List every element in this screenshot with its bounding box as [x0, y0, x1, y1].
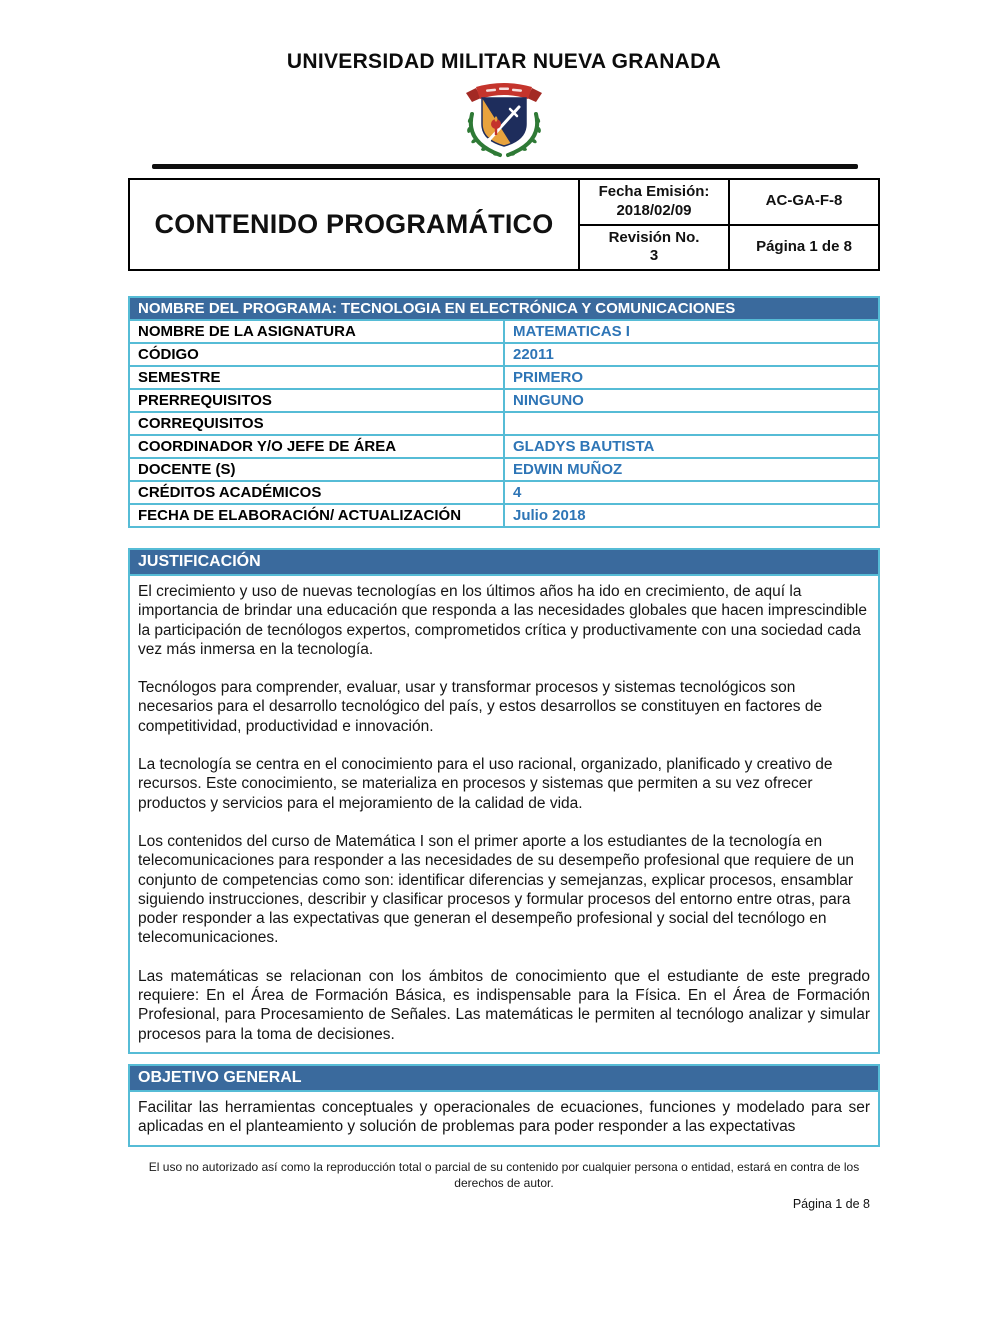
- field-label-prerrequisitos: PRERREQUISITOS: [129, 389, 504, 412]
- field-label-semestre: SEMESTRE: [129, 366, 504, 389]
- objetivo-general-paragraph: Facilitar las herramientas conceptuales y operacionales de ecuaciones, funciones y modelado para ser aplicadas en el planteamiento y solución de problemas para poder responder a las expectativas: [138, 1098, 870, 1136]
- document-code: AC-GA-F-8: [729, 179, 879, 225]
- field-value-semestre: PRIMERO: [504, 366, 879, 389]
- document-page: [0, 50, 1000, 1344]
- table-row: [129, 320, 879, 343]
- copyright-notice: El uso no autorizado así como la reproducción total o parcial de su contenido por cualquier persona o entidad, estará en contra de los derechos de autor.: [148, 1159, 860, 1191]
- justificacion-body: [128, 576, 880, 1054]
- objetivo-general-body: [128, 1092, 880, 1147]
- field-value-creditos: 4: [504, 481, 879, 504]
- revision-label: Revisión No.: [608, 228, 700, 246]
- table-row: [129, 389, 879, 412]
- justificacion-paragraph-3: La tecnología se centra en el conocimiento para el uso racional, organizado, planificado y creativo de recursos. Este conocimiento, se materializa en procesos y sistemas que permiten a su vez ofrecer productos y servicios para el mejoramiento de la calidad de vida.: [138, 756, 833, 812]
- section-justificacion: [128, 548, 880, 1054]
- program-info-table: [128, 296, 880, 528]
- field-value-codigo: 22011: [504, 343, 879, 366]
- revision-cell: [579, 225, 729, 271]
- field-label-asignatura: NOMBRE DE LA ASIGNATURA: [129, 320, 504, 343]
- field-value-asignatura: MATEMATICAS I: [504, 320, 879, 343]
- university-crest-icon: [456, 78, 552, 162]
- university-crest-logo: [128, 78, 880, 162]
- field-label-fecha-elaboracion: FECHA DE ELABORACIÓN/ ACTUALIZACIÓN: [129, 504, 504, 527]
- document-header-table: [128, 178, 880, 271]
- header-page-number: Página 1 de 8: [729, 225, 879, 271]
- fecha-emision-cell: [579, 179, 729, 225]
- field-label-creditos: CRÉDITOS ACADÉMICOS: [129, 481, 504, 504]
- field-value-docente: EDWIN MUÑOZ: [504, 458, 879, 481]
- field-value-prerrequisitos: NINGUNO: [504, 389, 879, 412]
- page-footer: [128, 1159, 880, 1212]
- field-value-coordinador: GLADYS BAUTISTA: [504, 435, 879, 458]
- document-title: CONTENIDO PROGRAMÁTICO: [129, 179, 579, 270]
- field-label-codigo: CÓDIGO: [129, 343, 504, 366]
- program-name-header: NOMBRE DEL PROGRAMA: TECNOLOGIA EN ELECTRÓNICA Y COMUNICACIONES: [129, 297, 879, 320]
- section-objetivo-general: [128, 1064, 880, 1147]
- field-label-correquisitos: CORREQUISITOS: [129, 412, 504, 435]
- justificacion-paragraph-5: Las matemáticas se relacionan con los ámbitos de conocimiento que el estudiante de este pregrado requiere: En el Área de Formación Básica, es indispensable para la Física. En el Área de Formación Profesional, para Procesamiento de Señales. Las matemáticas le permiten al tecnólogo analizar y simular procesos para la toma de decisiones.: [138, 967, 870, 1043]
- fecha-emision-label: Fecha Emisión:: [598, 183, 710, 200]
- revision-value: 3: [649, 247, 659, 265]
- table-row: [129, 458, 879, 481]
- table-row: [129, 343, 879, 366]
- objetivo-general-header: OBJETIVO GENERAL: [128, 1064, 880, 1092]
- university-name-title: UNIVERSIDAD MILITAR NUEVA GRANADA: [286, 50, 722, 73]
- field-value-fecha-elaboracion: Julio 2018: [504, 504, 879, 527]
- table-row: [129, 504, 879, 527]
- field-value-correquisitos: [504, 412, 879, 435]
- justificacion-paragraph-1: El crecimiento y uso de nuevas tecnologías en los últimos años ha ido en crecimiento, de aquí la importancia de brindar una educación que responda a las necesidades globales que hacen imprescindible la participación de tecnólogos expertos, comprometidos crítica y productivamente con una sociedad cada vez más inmersa en la tecnología.: [138, 583, 867, 658]
- justificacion-paragraph-4: Los contenidos del curso de Matemática I son el primer aporte a los estudiantes de la tecnología en telecomunicaciones para responder a las necesidades de su desempeño profesional que requiere de un conjunto de competencias como son: identificar diferencias y semejanzas, explicar procesos, ensamblar siguiendo instrucciones, describir y clasificar procesos y formular procesos del entorno entre otras, para poder responder a las expectativas que generan el desempeño profesional y social del tecnólogo en telecomunicaciones.: [138, 832, 855, 947]
- justificacion-header: JUSTIFICACIÓN: [128, 548, 880, 576]
- table-row: [129, 366, 879, 389]
- field-label-coordinador: COORDINADOR Y/O JEFE DE ÁREA: [129, 435, 504, 458]
- field-label-docente: DOCENTE (S): [129, 458, 504, 481]
- justificacion-paragraph-2: Tecnólogos para comprender, evaluar, usar y transformar procesos y sistemas tecnológicos son necesarios para el desarrollo tecnológico del país, y estos desarrollos se constituyen en factores de competitividad, productividad e innovación.: [138, 679, 823, 735]
- footer-page-number: Página 1 de 8: [792, 1197, 870, 1212]
- masthead-divider-rule: [152, 164, 858, 169]
- table-row: [129, 481, 879, 504]
- fecha-emision-value: 2018/02/09: [616, 201, 692, 219]
- table-row: [129, 412, 879, 435]
- table-row: [129, 435, 879, 458]
